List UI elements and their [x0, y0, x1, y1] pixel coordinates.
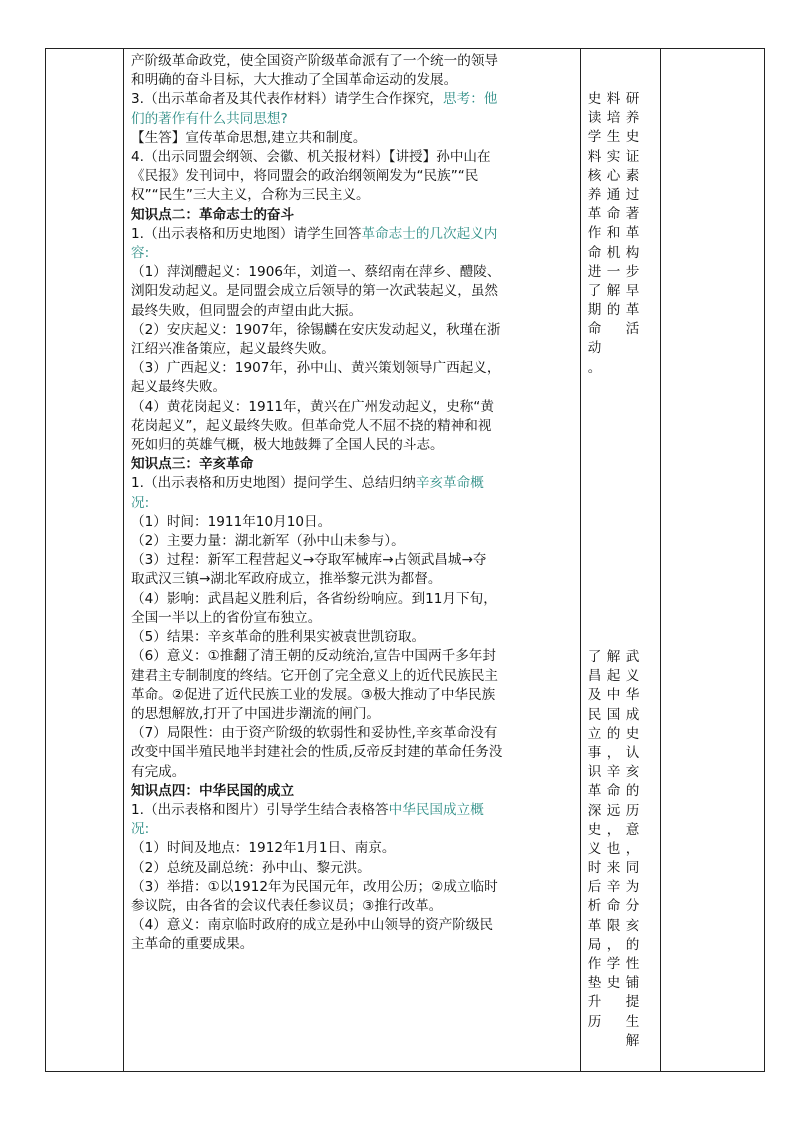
content-text-segment: （4）影响：武昌起义胜利后，各省纷纷响应。到11月下旬，: [131, 590, 497, 607]
content-line: [131, 167, 573, 186]
design-intent-lower: [585, 648, 642, 1051]
content-text-segment: 革命志士的几次起义内: [361, 225, 498, 242]
content-text-segment: 有完成。: [131, 763, 186, 780]
content-line: [131, 609, 573, 628]
content-text-segment: 全国一半以上的省份宣布独立。: [131, 609, 322, 626]
content-line: [131, 859, 573, 878]
content-text-segment: 建君主专制制度的终结。它开创了完全意义上的近代民族民主: [131, 667, 499, 684]
content-line: [131, 90, 573, 109]
content-line: [131, 321, 573, 340]
content-text-segment: 1.（出示表格和历史地图）提问学生、总结归纳: [131, 475, 416, 492]
content-text-segment: （5）结果：辛亥革命的胜利果实被袁世凯窃取。: [131, 629, 426, 646]
content-text-segment: 知识点二：革命志士的奋斗: [131, 206, 295, 223]
content-text-segment: 最终失败，但同盟会的声望由此大振。: [131, 302, 363, 319]
content-text-segment: （4）意义：南京临时政府的成立是孙中山领导的资产阶级民: [131, 917, 494, 934]
content-line: [131, 820, 573, 839]
side-text-column: 料 培 生 实 心 通 命 和 机 一 解 的: [606, 91, 621, 319]
content-line: [131, 206, 573, 225]
content-line: [131, 455, 573, 474]
content-text-segment: 们的著作有什么共同思想?: [131, 110, 288, 127]
content-text-segment: （3）举措：①以1912年为民国元年，改用公历；②成立临时: [131, 878, 498, 895]
content-line: [131, 667, 573, 686]
content-text-segment: （1）时间及地点：1912年1月1日、南京。: [131, 840, 396, 857]
content-line: [131, 52, 573, 71]
side-text-column: 史 读 学 料 核 养 革 作 命 进 了 期 命 动 。: [587, 91, 602, 376]
side-text-column: 了 昌 及 民 立 事 识 革 深 史 义 时 后 析 革 局 作 垫 升 历: [587, 649, 602, 1030]
content-line: [131, 647, 573, 666]
content-line: [131, 398, 573, 417]
content-text-segment: 思考：他: [443, 91, 498, 108]
content-line: [131, 148, 573, 167]
content-text-segment: 知识点四：中华民国的成立: [131, 782, 295, 799]
content-text-segment: （3）过程：新军工程营起义→夺取军械库→占领武昌城→夺: [131, 552, 487, 569]
content-line: [131, 935, 573, 954]
content-line: [131, 916, 573, 935]
content-text-segment: 花岗起义”，起义最终失败。但革命党人不屈不挠的精神和视: [131, 417, 492, 434]
column-divider-3: [660, 48, 661, 1072]
content-text-segment: （4）黄花岗起义：1911年，黄兴在广州发动起义，史称“黄: [131, 398, 494, 415]
content-text-segment: 辛亥革命概: [415, 475, 484, 492]
content-line: [131, 897, 573, 916]
column-divider-1: [123, 48, 124, 1072]
side-text-column: 武 义 华 成 史 认 亥 的 历 意 ， 同 为 分 亥 的 性 铺 提 生 解: [625, 649, 640, 1049]
content-text-segment: 况:: [131, 821, 150, 838]
content-text-segment: （1）萍浏醴起义：1906年，刘道一、蔡绍南在萍乡、醴陵、: [131, 264, 501, 281]
table-top-border: [45, 48, 765, 49]
content-line: [131, 263, 573, 282]
content-line: [131, 340, 573, 359]
content-text-segment: 【生答】宣传革命思想,建立共和制度。: [131, 129, 367, 146]
content-line: [131, 570, 573, 589]
side-text-column: 研 养 史 证 素 过 著 革 构 步 早 革 活: [625, 91, 640, 338]
content-text-segment: 1.（出示表格和图片）引导学生结合表格答: [131, 801, 389, 818]
content-text-segment: （2）主要力量：湖北新军（孙中山未参与）。: [131, 533, 405, 550]
content-line: [131, 763, 573, 782]
content-line: [131, 129, 573, 148]
content-text-segment: 中华民国成立概: [388, 801, 484, 818]
content-text-segment: 容:: [131, 245, 150, 262]
content-text-segment: （7）局限性：由于资产阶级的软弱性和妥协性,辛亥革命没有: [131, 725, 498, 742]
table-left-border: [45, 48, 46, 1072]
content-line: [131, 359, 573, 378]
content-text-segment: 的思想解放,打开了中国进步潮流的闸门。: [131, 705, 381, 722]
content-line: [131, 494, 573, 513]
content-text-segment: 权”“民生”三大主义，合称为三民主义。: [131, 187, 370, 204]
content-line: [131, 628, 573, 647]
content-text-segment: 取武汉三镇→湖北军政府成立，推举黎元洪为都督。: [131, 571, 442, 588]
content-line: [131, 590, 573, 609]
content-text-segment: 知识点三：辛亥革命: [131, 456, 254, 473]
content-text-segment: 改变中国半殖民地半封建社会的性质,反帝反封建的革命任务没: [131, 744, 503, 761]
content-line: [131, 705, 573, 724]
content-line: [131, 186, 573, 205]
content-text-segment: 起义最终失败。: [131, 379, 227, 396]
content-text-segment: 产阶级革命政党，使全国资产阶级革命派有了一个统一的领导: [131, 53, 499, 69]
content-text-segment: （6）意义：①推翻了清王朝的反动统治,宣告中国两千多年封: [131, 648, 496, 665]
content-line: [131, 743, 573, 762]
content-line: [131, 436, 573, 455]
side-text-column: 解 起 中 国 的 ， 辛 命 远 ， 也 来 辛 命 限 ， 学 史: [606, 649, 621, 992]
content-line: [131, 686, 573, 705]
content-line: [131, 225, 573, 244]
content-line: [131, 71, 573, 90]
content-text-segment: （2）安庆起义：1907年，徐锡麟在安庆发动起义，秋瑾在浙: [131, 321, 501, 338]
content-line: [131, 282, 573, 301]
content-text-segment: 和明确的奋斗目标，大大推动了全国革命运动的发展。: [131, 72, 458, 89]
content-text-segment: （1）时间：1911年10月10日。: [131, 513, 332, 530]
table-right-border: [764, 48, 765, 1072]
column-divider-2: [580, 48, 581, 1072]
content-line: [131, 378, 573, 397]
content-text-segment: 江绍兴准备策应，起义最终失败。: [131, 341, 335, 358]
content-line: [131, 532, 573, 551]
content-line: [131, 724, 573, 743]
content-line: [131, 878, 573, 897]
content-line: [131, 513, 573, 532]
content-line: [131, 244, 573, 263]
content-text-segment: 况:: [131, 494, 150, 511]
content-line: [131, 551, 573, 570]
content-text-segment: 死如归的英雄气概，极大地鼓舞了全国人民的斗志。: [131, 437, 444, 454]
lesson-content: [131, 52, 573, 955]
content-text-segment: 4.（出示同盟会纲领、会徽、机关报材料）【讲授】孙中山在: [131, 149, 491, 166]
content-text-segment: 主革命的重要成果。: [131, 936, 254, 953]
content-line: [131, 417, 573, 436]
content-text-segment: 《民报》发刊词中，将同盟会的政治纲领阐发为“民族”“民: [131, 168, 479, 185]
content-text-segment: （3）广西起义：1907年，孙中山、黄兴策划领导广西起义，: [131, 360, 501, 377]
design-intent-upper: [585, 90, 642, 378]
content-line: [131, 302, 573, 321]
content-text-segment: 浏阳发动起义。是同盟会成立后领导的第一次武装起义，虽然: [131, 283, 499, 300]
content-text-segment: 革命。②促进了近代民族工业的发展。③极大推动了中华民族: [131, 686, 496, 703]
content-line: [131, 474, 573, 493]
content-text-segment: 1.（出示表格和历史地图）请学生回答: [131, 225, 362, 242]
content-line: [131, 839, 573, 858]
table-bottom-border: [45, 1071, 765, 1072]
content-line: [131, 782, 573, 801]
content-line: [131, 110, 573, 129]
content-text-segment: 参议院，由各省的会议代表任参议员；③推行改革。: [131, 897, 443, 914]
content-line: [131, 801, 573, 820]
content-text-segment: （2）总统及副总统：孙中山、黎元洪。: [131, 859, 371, 876]
content-text-segment: 3.（出示革命者及其代表作材料）请学生合作探究，: [131, 91, 444, 108]
